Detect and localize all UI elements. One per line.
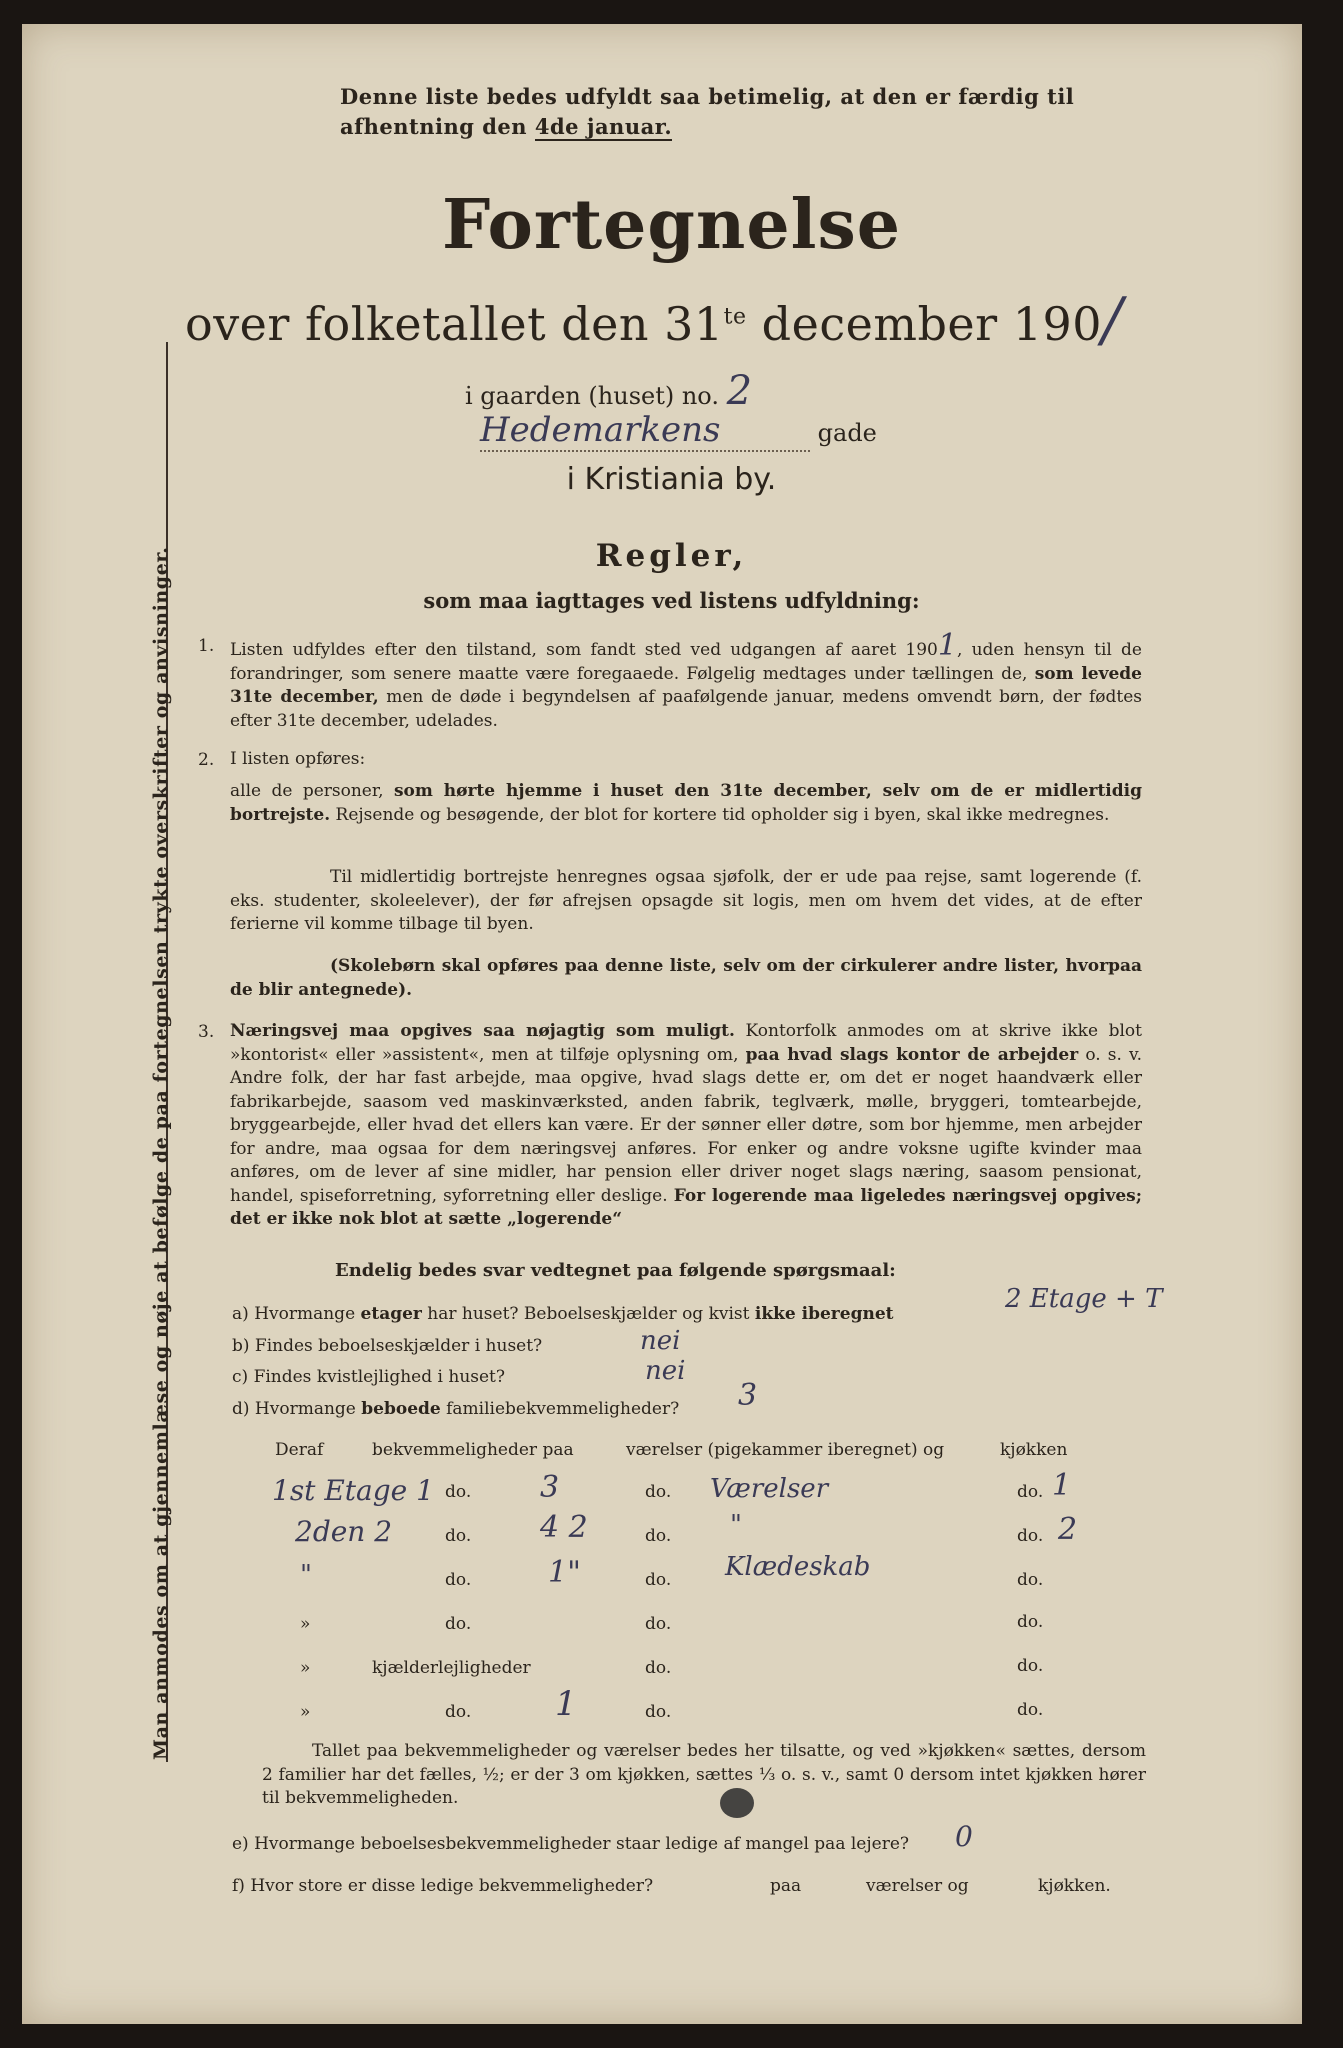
rule-2-body: alle de personer, som hørte hjemme i huset den 31te december, selv om de er midlertidig bortrejste. Rejsende og besøgende, der blot for kortere tid opholder sig i byen, skal ikke medregnes. [230, 781, 1142, 825]
table-row-4-do: do. [645, 1614, 672, 1634]
table-row-2-rooms: " [730, 1510, 742, 1540]
question-d: d) Hvormange beboede familiebekvemmeligheder? [232, 1399, 680, 1419]
question-a: a) Hvormange etager har huset? Beboelseskjælder og kvist ikke iberegnet [232, 1304, 894, 1324]
street-line: Hedemarkens gade [480, 410, 877, 450]
table-row-2-label: do. [445, 1526, 472, 1546]
page-title: Fortegnelse [441, 185, 902, 265]
table-row-5-do: do. [645, 1658, 672, 1678]
top-note-line1: Denne liste bedes udfyldt saa betimelig, at den er færdig til [340, 84, 1075, 109]
question-e: e) Hvormange beboelsesbekvemmeligheder staar ledige af mangel paa lejere? [232, 1834, 909, 1854]
rule-3-number: 3. [198, 1022, 215, 1042]
questions-heading: Endelig bedes svar vedtegnet paa følgende spørgsmaal: [335, 1260, 896, 1281]
table-row-3-do: do. [645, 1570, 672, 1590]
answer-c: nei [645, 1356, 686, 1386]
rules-heading: Regler, [595, 538, 748, 574]
rules-subheading: som maa iagttages ved listens udfyldning: [423, 588, 920, 613]
answer-b: nei [640, 1326, 681, 1356]
answer-a: 2 Etage + T [1005, 1284, 1163, 1314]
city-line: i Kristiania by. [566, 462, 777, 497]
gaarden-line: i gaarden (huset) no. 2 [465, 368, 753, 414]
question-f-vaer: værelser og [866, 1876, 969, 1896]
year-handwritten: / [1102, 285, 1123, 355]
answer-e: 0 [955, 1820, 973, 1853]
table-row-5-mark: » [300, 1658, 311, 1678]
table-row-1-label: do. [445, 1482, 472, 1502]
table-header-deraf: Deraf [275, 1440, 324, 1460]
table-row-1-do: do. [645, 1482, 672, 1502]
table-row-3-count: 1" [548, 1555, 581, 1590]
table-row-3-label: do. [445, 1570, 472, 1590]
house-number: 2 [726, 368, 753, 414]
question-f: f) Hvor store er disse ledige bekvemmeligheder? [232, 1876, 654, 1896]
table-row-1-kjokken: 1 [1052, 1468, 1072, 1503]
table-row-6-label: do. [445, 1702, 472, 1722]
street-name: Hedemarkens [480, 410, 810, 452]
table-row-1-kjokken-do: do. [1017, 1482, 1044, 1502]
table-row-2-kjokken-do: do. [1017, 1526, 1044, 1546]
table-row-1-count: 3 [540, 1470, 560, 1505]
table-header-vaer: værelser (pigekammer iberegnet) og [626, 1440, 945, 1460]
rule-2-head: I listen opføres: [230, 749, 366, 769]
subtitle: over folketallet den $31^{te}$ december 190/ [185, 285, 1123, 355]
rule-3: Næringsvej maa opgives saa nøjagtig som muligt. Kontorfolk anmodes om at skrive ikke blot »kontorist« eller »assistent«, men at tilføje oplysning om, paa hvad slags kontor de arbejder o. s. v. Andre folk, der har fast arbejde, maa opgive, hvad slags dette er, om det er noget haandværk eller fabrikarbejde, saasom ved maskinværksted, anden fabrik, teglværk, mølle, bryggeri, tomtearbejde, bryggearbejde, eller hvad det ellers kan være. Er der sønner eller døtre, som bor hjemme, men arbejder for andre, maa ogsaa for dem næringsvej anføres. For enker og andre voksne ugifte kvinder maa anføres, om de lever af sine midler, har pension eller driver noget slags næring, saasom pensionat, handel, spiseforretning, syforretning eller deslige. For logerende maa ligeledes næringsvej opgives; det er ikke nok blot at sætte „logerende“ [230, 1021, 1143, 1229]
table-row-2-kjokken: 2 [1058, 1512, 1078, 1547]
table-row-6-kjokken-do: do. [1017, 1700, 1044, 1720]
side-instruction: Man anmodes om at gjennemlæse og nøje at befølge de paa fortegnelsen trykte overskrifter og anvisninger. [150, 546, 172, 1760]
top-note-line2: afhentning den 4de januar. [340, 114, 673, 139]
table-row-2-count: 4 2 [540, 1510, 588, 1545]
table-row-3-rooms: Klædeskab [725, 1552, 871, 1582]
rule-2-para3: (Skolebørn skal opføres paa denne liste, selv om der cirkulerer andre lister, hvorpaa de blir antegnede). [230, 956, 1142, 1000]
question-f-kjokken: kjøkken. [1038, 1876, 1111, 1896]
question-c: c) Findes kvistlejlighed i huset? [232, 1367, 506, 1387]
table-row-2-do: do. [645, 1526, 672, 1546]
table-row-4-mark: » [300, 1614, 311, 1634]
pickup-date: 4de januar. [534, 114, 673, 139]
table-row-4-label: do. [445, 1614, 472, 1634]
rule-1: Listen udfyldes efter den tilstand, som fandt sted ved udgangen af aaret 1901, uden hensyn til de forandringer, som senere maatte være foregaaede. Følgelig medtages under tællingen de, som levede 31te december, men de døde i begyndelsen af paafølgende januar, medens omvendt børn, der fødtes efter 31te december, udelades. [230, 628, 1142, 731]
table-row-5-label: kjælderlejligheder [372, 1658, 531, 1678]
table-row-1-floor: 1st Etage 1 [272, 1474, 434, 1507]
tallet-note: Tallet paa bekvemmeligheder og værelser bedes her tilsatte, og ved »kjøkken« sættes, dersom 2 familier har det fælles, ½; er der 3 om kjøkken, sættes ⅓ o. s. v., samt 0 dersom intet kjøkken hører til bekvemmeligheden. [262, 1741, 1146, 1808]
table-row-6-count: 1 [555, 1684, 577, 1724]
top-note [340, 82, 1074, 142]
table-row-3-floor: " [300, 1560, 312, 1590]
table-row-2-floor: 2den 2 [295, 1515, 393, 1548]
table-row-6-do: do. [645, 1702, 672, 1722]
question-b: b) Findes beboelseskjælder i huset? [232, 1336, 543, 1356]
question-f-paa: paa [770, 1876, 802, 1896]
table-row-1-rooms: Værelser [710, 1474, 829, 1504]
answer-d: 3 [738, 1378, 758, 1413]
rule-2-number: 2. [198, 750, 215, 770]
table-row-5-kjokken-do: do. [1017, 1656, 1044, 1676]
table-header-kjokken: kjøkken [1000, 1440, 1068, 1460]
table-row-4-kjokken-do: do. [1017, 1612, 1044, 1632]
ink-blot [720, 1788, 754, 1818]
table-header-bekv: bekvemmeligheder paa [372, 1440, 574, 1460]
rule-2-para2: Til midlertidig bortrejste henregnes ogsaa sjøfolk, der er ude paa rejse, samt logerende (f. eks. studenter, skoleelever), der før afrejsen opsagde sit logis, men om hvem det vides, at de efter ferierne vil komme tilbage til byen. [230, 867, 1142, 934]
table-row-6-mark: » [300, 1702, 311, 1722]
rule-1-number: 1. [198, 636, 215, 656]
table-row-3-kjokken-do: do. [1017, 1570, 1044, 1590]
